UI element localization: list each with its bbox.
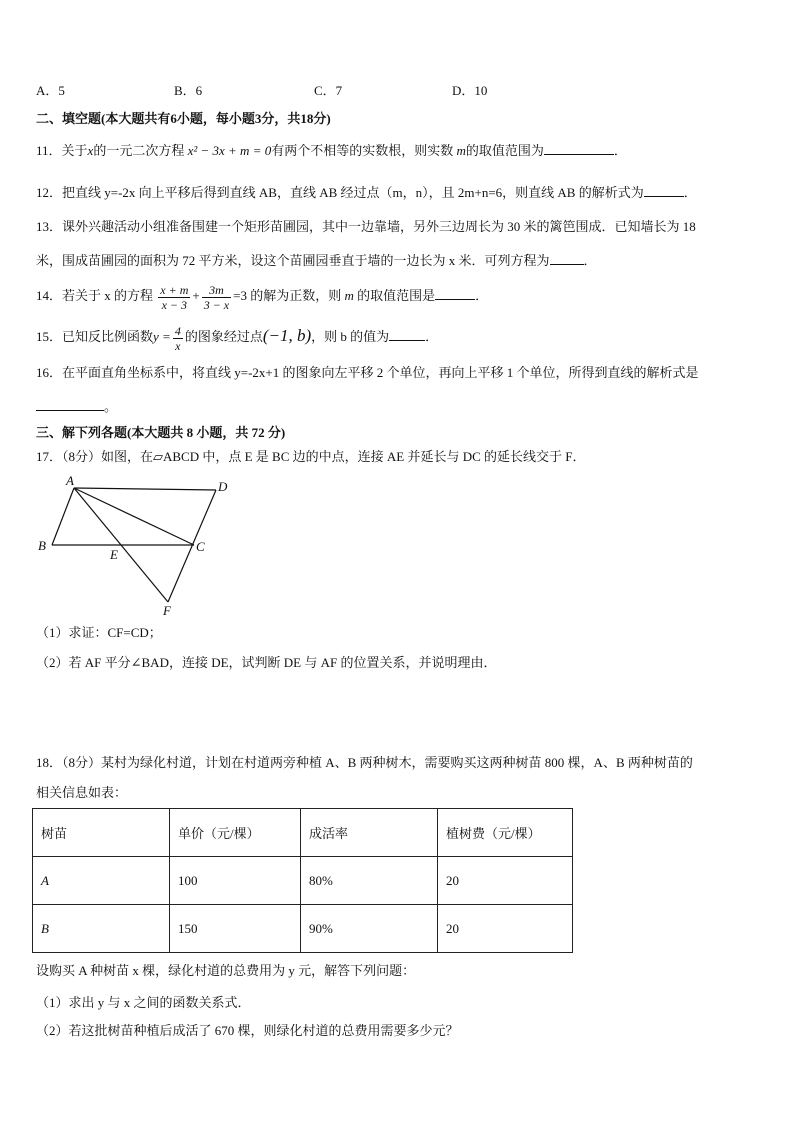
q14-eq: =3 的解为正数，则 [233,288,345,303]
q11-m: m [456,143,466,158]
label-c: C [196,539,205,554]
q14-fraction-1-den: x − 3 [161,297,188,312]
q14-plus: + [192,288,200,303]
segment-ad [74,488,216,490]
table-cell: 90% [301,905,438,953]
q11-equation: x² − 3x + m = 0 [187,143,272,158]
q13-answer-blank [550,250,584,265]
q11-pre: 11．关于 [36,143,88,158]
question-18-part2: （2）若这批树苗种植后成活了 670 棵，则绿化村道的总费用需要多少元？ [36,1023,459,1038]
q14-pre: 14．若关于 x 的方程 [36,288,154,303]
q11-answer-blank [544,140,614,155]
table-cell: B [33,905,170,953]
question-16-line2 [36,396,117,416]
option-a: A．5 [36,83,65,98]
answer-options [36,82,736,100]
table-header-cell: 树苗 [33,809,170,857]
question-17-stem: 17．（8分）如图，在▱ABCD 中，点 E 是 BC 边的中点，连接 AE 并延长与 DC 的延长线交于 F． [36,449,586,464]
table-header-cell: 植树费（元/棵） [438,809,573,857]
q11-end: ． [613,143,627,158]
q15-end: ． [425,329,439,344]
q13-line2-text: 米，围成苗圃园的面积为 72 平方米，设这个苗圃园垂直于墙的一边长为 x 米．可列方程为 [36,253,550,268]
q11-tail: 的取值范围为 [465,143,544,158]
q12-answer-blank [644,182,684,197]
q15-pre: 15．已知反比例函数 [36,329,154,344]
option-d: D．10 [452,83,488,98]
table-header-cell: 单价（元/棵） [170,809,301,857]
question-16-line1: 16．在平面直角坐标系中，将直线 y=-2x+1 的图象向左平移 2 个单位，再向上平移 1 个单位，所得到直线的解析式是 [36,365,699,380]
question-14 [36,278,488,314]
table-row [33,857,573,905]
q14-m: m [344,288,354,303]
table-cell: A [33,857,170,905]
question-11 [36,140,627,160]
parallelogram-figure [30,472,240,618]
q13-end: ． [583,253,597,268]
q14-end: ． [475,288,489,303]
section-solve-heading: 三、解下列各题(本大题共 8 小题，共 72 分) [36,425,286,440]
table-header-row [33,809,573,857]
segment-df [168,490,216,602]
q16-end: 。 [104,399,118,414]
q12-end: ． [683,185,697,200]
option-c: C．7 [314,83,343,98]
label-d: D [218,479,228,494]
table-cell: 80% [301,857,438,905]
q14-post: 的取值范围是 [353,288,436,303]
label-e: E [110,547,118,562]
seedling-info-table [32,808,573,953]
table-row [33,905,573,953]
q12-text: 12．把直线 y=-2x 向上平移后得到直线 AB，直线 AB 经过点（m，n），且 2m+n=6，则直线 AB 的解析式为 [36,185,644,200]
q15-point: (−1, b) [262,326,312,345]
segment-ac [74,488,194,545]
q14-answer-blank [435,285,475,300]
q15-y: y = [153,329,171,344]
q14-fraction-2-num: 3m [202,283,231,298]
q14-fraction-1 [158,283,190,312]
question-13-line1: 13．课外兴趣活动小组准备围建一个矩形苗圃园，其中一边靠墙，另外三边周长为 30 米的篱笆围成．已知墙长为 18 [36,219,696,234]
label-b: B [38,538,46,553]
label-f: F [163,603,171,618]
segment-ab [52,488,74,545]
q15-mid: 的图象经过点 [184,329,263,344]
q11-post: 有两个不相等的实数根，则实数 [271,143,454,158]
table-header-cell: 成活率 [301,809,438,857]
question-18-line1: 18．（8分）某村为绿化村道，计划在村道两旁种植 A、B 两种树木，需要购买这两种树苗 800 棵，A、B 两种树苗的 [36,755,693,770]
q15-post: ，则 b 的值为 [311,329,390,344]
label-a: A [66,473,74,488]
question-15 [36,318,438,355]
question-17-part2: （2）若 AF 平分∠BAD，连接 DE，试判断 DE 与 AF 的位置关系，并说明理由． [36,655,497,670]
question-18-part1: （1）求出 y 与 x 之间的函数关系式． [36,995,251,1010]
q15-answer-blank [389,326,425,341]
table-cell: 20 [438,905,573,953]
q11-x: x [87,143,94,158]
q11-mid: 的一元二次方程 [93,143,185,158]
q14-fraction-2 [202,283,231,312]
option-b: B．6 [174,83,203,98]
table-cell: 20 [438,857,573,905]
q15-fraction-den: x [175,338,181,353]
q15-fraction [173,324,183,353]
table-cell: 150 [170,905,301,953]
question-17-part1: （1）求证：CF=CD； [36,625,162,640]
q14-fraction-1-num: x + m [160,282,189,297]
table-cell: 100 [170,857,301,905]
section-fill-in-heading: 二、填空题(本大题共有6小题，每小题3分，共18分) [36,111,331,126]
question-12 [36,182,697,202]
question-13-line2 [36,250,597,270]
q14-fraction-2-den: 3 − x [203,297,230,312]
question-18-line2: 相关信息如表： [36,785,128,800]
q16-answer-blank [36,396,104,411]
q15-fraction-num: 4 [174,323,181,338]
question-18-setup: 设购买 A 种树苗 x 棵，绿化村道的总费用为 y 元，解答下列问题： [36,963,416,978]
